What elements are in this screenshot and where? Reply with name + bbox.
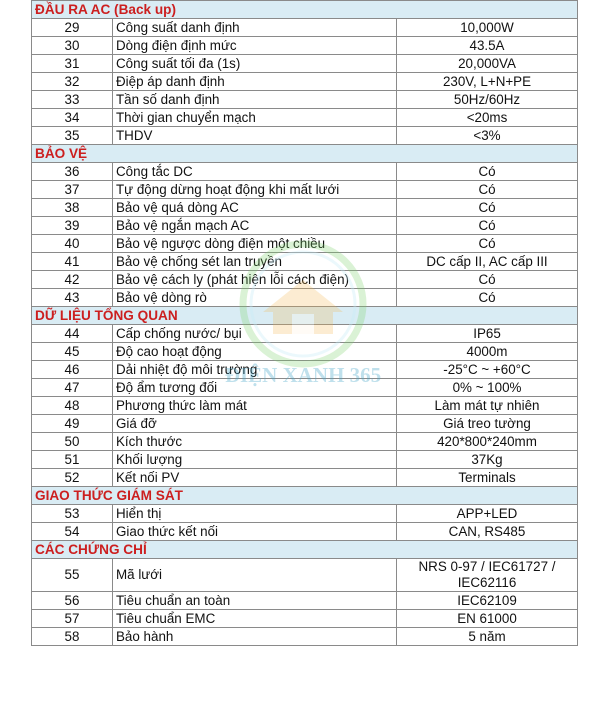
spec-name: Kích thước	[113, 433, 397, 451]
table-row	[32, 163, 578, 181]
table-row	[32, 379, 578, 397]
table-row	[32, 109, 578, 127]
row-number: 55	[32, 559, 113, 592]
table-row	[32, 289, 578, 307]
section-title: DỮ LIỆU TỔNG QUAN	[32, 307, 578, 325]
spec-value: 50Hz/60Hz	[397, 91, 578, 109]
row-number: 50	[32, 433, 113, 451]
table-row	[32, 397, 578, 415]
row-number: 57	[32, 610, 113, 628]
row-number: 56	[32, 592, 113, 610]
row-number: 42	[32, 271, 113, 289]
spec-value: Có	[397, 271, 578, 289]
section-title: GIAO THỨC GIÁM SÁT	[32, 487, 578, 505]
row-number: 30	[32, 37, 113, 55]
section-header	[32, 307, 578, 325]
section-header	[32, 487, 578, 505]
table-row	[32, 610, 578, 628]
table-row	[32, 19, 578, 37]
spec-value: 37Kg	[397, 451, 578, 469]
row-number: 47	[32, 379, 113, 397]
spec-value: Giá treo tường	[397, 415, 578, 433]
spec-name: Bảo vệ chống sét lan truyền	[113, 253, 397, 271]
section-title: ĐẦU RA AC (Back up)	[32, 1, 578, 19]
row-number: 53	[32, 505, 113, 523]
section-title: BẢO VỆ	[32, 145, 578, 163]
watermark-text: ĐIỆN XANH 365	[224, 363, 382, 387]
spec-name: Độ cao hoạt động	[113, 343, 397, 361]
spec-name: Giao thức kết nối	[113, 523, 397, 541]
spec-table-body	[32, 1, 578, 646]
table-row	[32, 451, 578, 469]
table-row	[32, 325, 578, 343]
spec-value: APP+LED	[397, 505, 578, 523]
table-row	[32, 217, 578, 235]
row-number: 34	[32, 109, 113, 127]
spec-value: 230V, L+N+PE	[397, 73, 578, 91]
table-row	[32, 37, 578, 55]
table-row	[32, 628, 578, 646]
row-number: 32	[32, 73, 113, 91]
spec-name: Thời gian chuyển mạch	[113, 109, 397, 127]
row-number: 37	[32, 181, 113, 199]
spec-name: Tự động dừng hoạt động khi mất lưới	[113, 181, 397, 199]
table-row	[32, 361, 578, 379]
spec-value: Có	[397, 163, 578, 181]
spec-value: Có	[397, 217, 578, 235]
spec-value: Terminals	[397, 469, 578, 487]
spec-name: Bảo vệ ngược dòng điện một chiều	[113, 235, 397, 253]
spec-value: Có	[397, 235, 578, 253]
spec-value: -25°C ~ +60°C	[397, 361, 578, 379]
table-row	[32, 235, 578, 253]
row-number: 44	[32, 325, 113, 343]
row-number: 58	[32, 628, 113, 646]
table-row	[32, 592, 578, 610]
row-number: 52	[32, 469, 113, 487]
spec-table	[31, 0, 578, 646]
spec-name: Tần số danh định	[113, 91, 397, 109]
spec-value: CAN, RS485	[397, 523, 578, 541]
spec-value: 43.5A	[397, 37, 578, 55]
spec-name: Giá đỡ	[113, 415, 397, 433]
spec-value: EN 61000	[397, 610, 578, 628]
row-number: 40	[32, 235, 113, 253]
row-number: 38	[32, 199, 113, 217]
row-number: 43	[32, 289, 113, 307]
table-row	[32, 433, 578, 451]
spec-value: 20,000VA	[397, 55, 578, 73]
spec-value: Làm mát tự nhiên	[397, 397, 578, 415]
spec-name: Tiêu chuẩn an toàn	[113, 592, 397, 610]
spec-name: Công tắc DC	[113, 163, 397, 181]
spec-name: Độ ẩm tương đối	[113, 379, 397, 397]
row-number: 46	[32, 361, 113, 379]
spec-value: NRS 0-97 / IEC61727 / IEC62116	[397, 559, 578, 592]
table-row	[32, 73, 578, 91]
spec-name: THDV	[113, 127, 397, 145]
table-row	[32, 91, 578, 109]
spec-value: 5 năm	[397, 628, 578, 646]
spec-name: Cấp chống nước/ bụi	[113, 325, 397, 343]
spec-name: Công suất danh định	[113, 19, 397, 37]
row-number: 41	[32, 253, 113, 271]
spec-name: Bảo vệ quá dòng AC	[113, 199, 397, 217]
spec-name: Mã lưới	[113, 559, 397, 592]
row-number: 49	[32, 415, 113, 433]
spec-value: <3%	[397, 127, 578, 145]
row-number: 33	[32, 91, 113, 109]
spec-name: Bảo vệ cách ly (phát hiện lỗi cách điện)	[113, 271, 397, 289]
row-number: 54	[32, 523, 113, 541]
spec-name: Dòng điện định mức	[113, 37, 397, 55]
table-row	[32, 343, 578, 361]
row-number: 36	[32, 163, 113, 181]
spec-value: DC cấp II, AC cấp III	[397, 253, 578, 271]
section-title: CÁC CHỨNG CHỈ	[32, 541, 578, 559]
row-number: 39	[32, 217, 113, 235]
spec-name: Phương thức làm mát	[113, 397, 397, 415]
spec-name: Kết nối PV	[113, 469, 397, 487]
spec-value: Có	[397, 289, 578, 307]
spec-value: <20ms	[397, 109, 578, 127]
spec-value: 420*800*240mm	[397, 433, 578, 451]
row-number: 29	[32, 19, 113, 37]
table-row	[32, 271, 578, 289]
spec-name: Công suất tối đa (1s)	[113, 55, 397, 73]
row-number: 31	[32, 55, 113, 73]
spec-value: 10,000W	[397, 19, 578, 37]
table-row	[32, 523, 578, 541]
table-row	[32, 505, 578, 523]
table-row	[32, 199, 578, 217]
spec-value: IEC62109	[397, 592, 578, 610]
row-number: 51	[32, 451, 113, 469]
spec-name: Điệp áp danh định	[113, 73, 397, 91]
section-header	[32, 541, 578, 559]
spec-name: Bảo vệ ngắn mạch AC	[113, 217, 397, 235]
table-row	[32, 127, 578, 145]
spec-name: Tiêu chuẩn EMC	[113, 610, 397, 628]
section-header	[32, 145, 578, 163]
spec-value: Có	[397, 181, 578, 199]
spec-name: Dải nhiệt độ môi trường	[113, 361, 397, 379]
table-row	[32, 415, 578, 433]
spec-name: Hiển thị	[113, 505, 397, 523]
spec-name: Bảo vệ dòng rò	[113, 289, 397, 307]
table-row	[32, 469, 578, 487]
row-number: 35	[32, 127, 113, 145]
row-number: 45	[32, 343, 113, 361]
table-row	[32, 253, 578, 271]
table-row	[32, 55, 578, 73]
table-row	[32, 181, 578, 199]
section-header	[32, 1, 578, 19]
spec-value: IP65	[397, 325, 578, 343]
row-number: 48	[32, 397, 113, 415]
spec-name: Khối lượng	[113, 451, 397, 469]
spec-value: 0% ~ 100%	[397, 379, 578, 397]
spec-value: Có	[397, 199, 578, 217]
spec-value: 4000m	[397, 343, 578, 361]
spec-name: Bảo hành	[113, 628, 397, 646]
table-row	[32, 559, 578, 592]
